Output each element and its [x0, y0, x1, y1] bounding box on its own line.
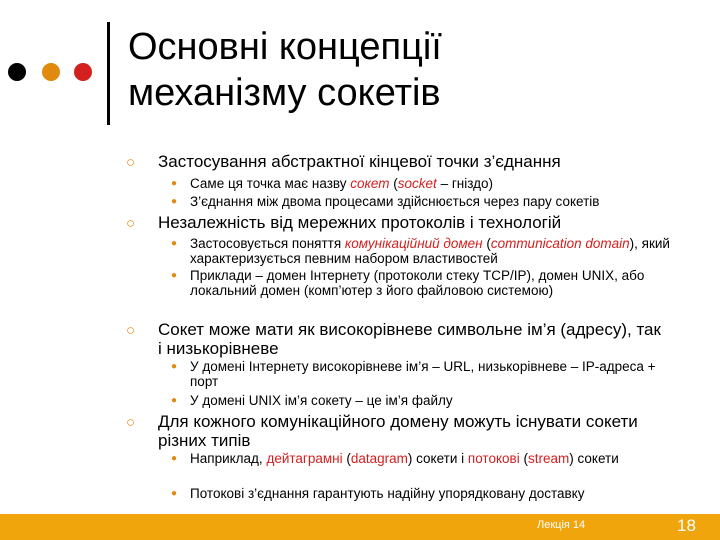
sub-bullet-item: ● У домені Інтернету високорівневе ім’я – URL, низькорівневе – IP-адреса + порт [171, 359, 656, 389]
bullet-item: ○ Для кожного комунікаційного домену можуть існувати сокети різних типів [126, 412, 638, 450]
sub-bullet-item: ● Саме ця точка має назву сокет (socket – гніздо) [171, 176, 493, 191]
ring-bullet-icon: ○ [126, 154, 136, 171]
bullet-item: ○ Незалежність від мережних протоколів і технологій [126, 213, 562, 232]
lecture-label: Лекція 14 [537, 519, 586, 531]
title-divider [107, 22, 110, 125]
sub-bullet-item: ● Приклади – домен Інтернету (протоколи стеку TCP/IP), домен UNIX, або локальний домен (комп’ютер з його файловою системою) [171, 268, 645, 298]
slide-title-line2: механізму сокетів [128, 72, 441, 114]
sub-bullet-item: ● Наприклад, дейтаграмні (datagram) сокети і потокові (stream) сокети [171, 451, 619, 466]
sub-bullet-item: ● Потокові з’єднання гарантують надійну упорядковану доставку [171, 486, 585, 501]
page-number: 18 [677, 516, 696, 535]
ring-bullet-icon: ○ [126, 215, 136, 232]
dot-bullet-icon: ● [171, 178, 178, 189]
dot-bullet-icon: ● [171, 395, 178, 406]
bullet-item: ○ Застосування абстрактної кінцевої точки з’єднання [126, 152, 561, 171]
dot-bullet-icon: ● [171, 488, 178, 499]
slide-title [128, 24, 442, 116]
sub-bullet-item: ● Застосовується поняття комунікаційний домен (communication domain), який характеризується певним набором властивостей [171, 236, 670, 266]
sub-bullet-item: ● У домені UNIX ім’я сокету – це ім’я файлу [171, 393, 453, 408]
bullet-item: ○ Сокет може мати як високорівневе символьне ім’я (адресу), так і низькорівневе [126, 320, 661, 358]
sub-bullet-item: ● З’єднання між двома процесами здійснюється через пару сокетів [171, 194, 600, 209]
black-dot-icon [8, 63, 26, 81]
dot-bullet-icon: ● [171, 238, 178, 249]
dot-bullet-icon: ● [171, 270, 178, 281]
footer-bar [0, 514, 720, 540]
ring-bullet-icon: ○ [126, 414, 136, 431]
dot-bullet-icon: ● [171, 361, 178, 372]
red-dot-icon [74, 63, 92, 81]
slide-title-line1: Основні концепції [128, 26, 442, 68]
ring-bullet-icon: ○ [126, 322, 136, 339]
orange-dot-icon [42, 63, 60, 81]
dot-bullet-icon: ● [171, 453, 178, 464]
decorative-dots [8, 63, 98, 83]
dot-bullet-icon: ● [171, 196, 178, 207]
